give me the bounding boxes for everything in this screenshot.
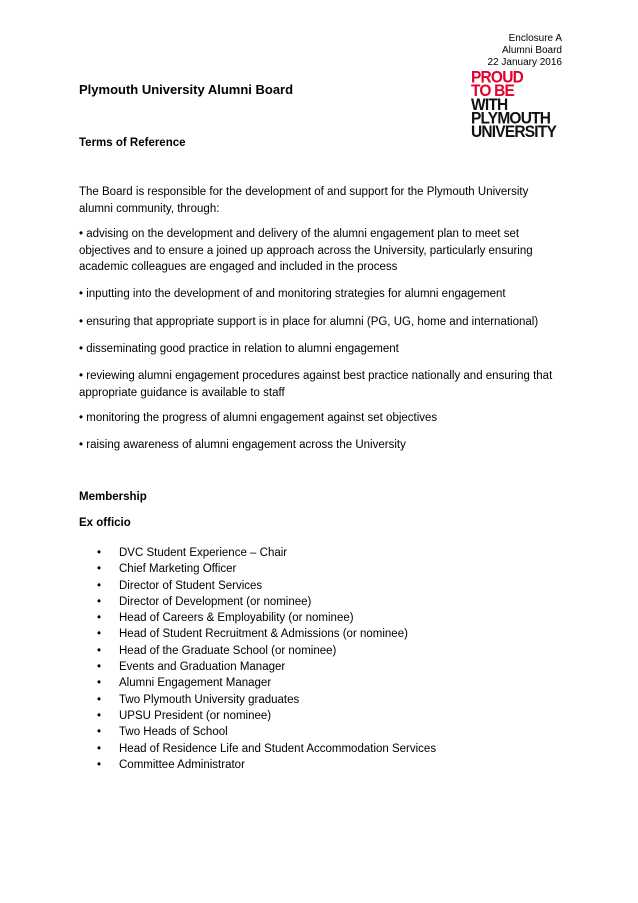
bullet-icon: • — [97, 547, 102, 559]
member-text: Head of the Graduate School (or nominee) — [119, 644, 337, 657]
list-item — [79, 610, 436, 626]
enclosure-date: 22 January 2016 — [487, 57, 562, 68]
responsibility-item — [79, 286, 559, 303]
enclosure-board: Alumni Board — [501, 45, 562, 56]
intro-paragraph: The Board is responsible for the development of and support for the Plymouth University alumni community, through: — [79, 186, 529, 215]
enclosure-label: Enclosure A — [508, 33, 562, 44]
member-text: Alumni Engagement Manager — [119, 677, 272, 690]
terms-of-reference-heading: Terms of Reference — [79, 137, 186, 149]
list-item — [79, 561, 436, 577]
member-text: Head of Careers & Employability (or nominee) — [119, 612, 354, 625]
responsibility-text: inputting into the development of and monitoring strategies for alumni engagement — [86, 288, 506, 300]
list-item — [79, 643, 436, 659]
responsibility-item — [79, 314, 559, 331]
member-text: Head of Residence Life and Student Accommodation Services — [119, 742, 437, 755]
bullet-icon: • — [97, 693, 102, 706]
responsibility-text: reviewing alumni engagement procedures against best practice nationally and ensuring that appropriate guidance is available to staff — [79, 370, 553, 399]
list-item — [79, 659, 436, 675]
list-item — [79, 724, 436, 740]
responsibility-item — [79, 368, 559, 401]
bullet-icon: • — [79, 412, 84, 424]
document-title: Plymouth University Alumni Board — [79, 82, 294, 97]
enclosure-header — [487, 33, 562, 69]
list-item — [79, 594, 436, 610]
bullet-icon: • — [97, 709, 102, 722]
list-item — [79, 675, 436, 691]
bullet-icon: • — [79, 316, 84, 328]
membership-heading: Membership — [79, 491, 147, 503]
bullet-icon: • — [97, 726, 102, 739]
member-text: Two Heads of School — [119, 726, 228, 739]
list-item — [79, 692, 436, 708]
responsibility-text: monitoring the progress of alumni engagement against set objectives — [86, 412, 438, 424]
bullet-icon: • — [79, 228, 84, 240]
member-text: Events and Graduation Manager — [119, 661, 286, 674]
member-list — [79, 545, 436, 773]
member-text: Director of Student Services — [119, 579, 263, 592]
bullet-icon: • — [97, 595, 102, 608]
bullet-icon: • — [97, 742, 102, 755]
responsibility-text: disseminating good practice in relation to alumni engagement — [86, 343, 399, 355]
member-text: UPSU President (or nominee) — [119, 709, 272, 722]
bullet-icon: • — [97, 579, 102, 592]
bullet-icon: • — [79, 439, 84, 451]
list-item — [79, 545, 436, 561]
member-text: Committee Administrator — [119, 758, 245, 771]
university-logo — [471, 68, 563, 142]
list-item — [79, 626, 436, 642]
responsibility-text: advising on the development and delivery of the alumni engagement plan to meet set objectives and to ensure a joined up approach across the University, particularly ensuring academic colleagues are engaged and included in the process — [79, 228, 533, 273]
logo-line-proud: PROUD — [471, 68, 523, 87]
bullet-icon: • — [97, 677, 102, 690]
list-item — [79, 708, 436, 724]
list-item — [79, 757, 436, 773]
member-text: Chief Marketing Officer — [119, 563, 237, 576]
member-text: DVC Student Experience – Chair — [119, 547, 288, 559]
logo-line-to-be: TO BE — [471, 82, 515, 101]
responsibility-item — [79, 410, 559, 427]
bullet-icon: • — [79, 288, 84, 300]
bullet-icon: • — [97, 661, 102, 674]
member-text: Head of Student Recruitment & Admissions (or nominee) — [119, 628, 408, 641]
responsibility-item — [79, 341, 559, 358]
bullet-icon: • — [79, 343, 84, 355]
responsibility-item — [79, 437, 559, 454]
ex-officio-heading: Ex officio — [79, 517, 131, 529]
bullet-icon: • — [97, 612, 102, 625]
list-item — [79, 578, 436, 594]
bullet-icon: • — [79, 370, 84, 382]
responsibility-text: ensuring that appropriate support is in place for alumni (PG, UG, home and international) — [86, 316, 539, 328]
logo-line-with: WITH — [471, 96, 508, 115]
bullet-icon: • — [97, 758, 102, 771]
bullet-icon: • — [97, 628, 102, 641]
logo-line-university: UNIVERSITY — [471, 123, 557, 142]
member-text: Two Plymouth University graduates — [119, 693, 300, 706]
logo-line-plymouth: PLYMOUTH — [471, 109, 551, 128]
responsibility-text: raising awareness of alumni engagement across the University — [86, 439, 406, 451]
bullet-icon: • — [97, 644, 102, 657]
responsibility-item — [79, 226, 559, 276]
bullet-icon: • — [97, 563, 102, 576]
member-text: Director of Development (or nominee) — [119, 595, 312, 608]
list-item — [79, 741, 436, 757]
